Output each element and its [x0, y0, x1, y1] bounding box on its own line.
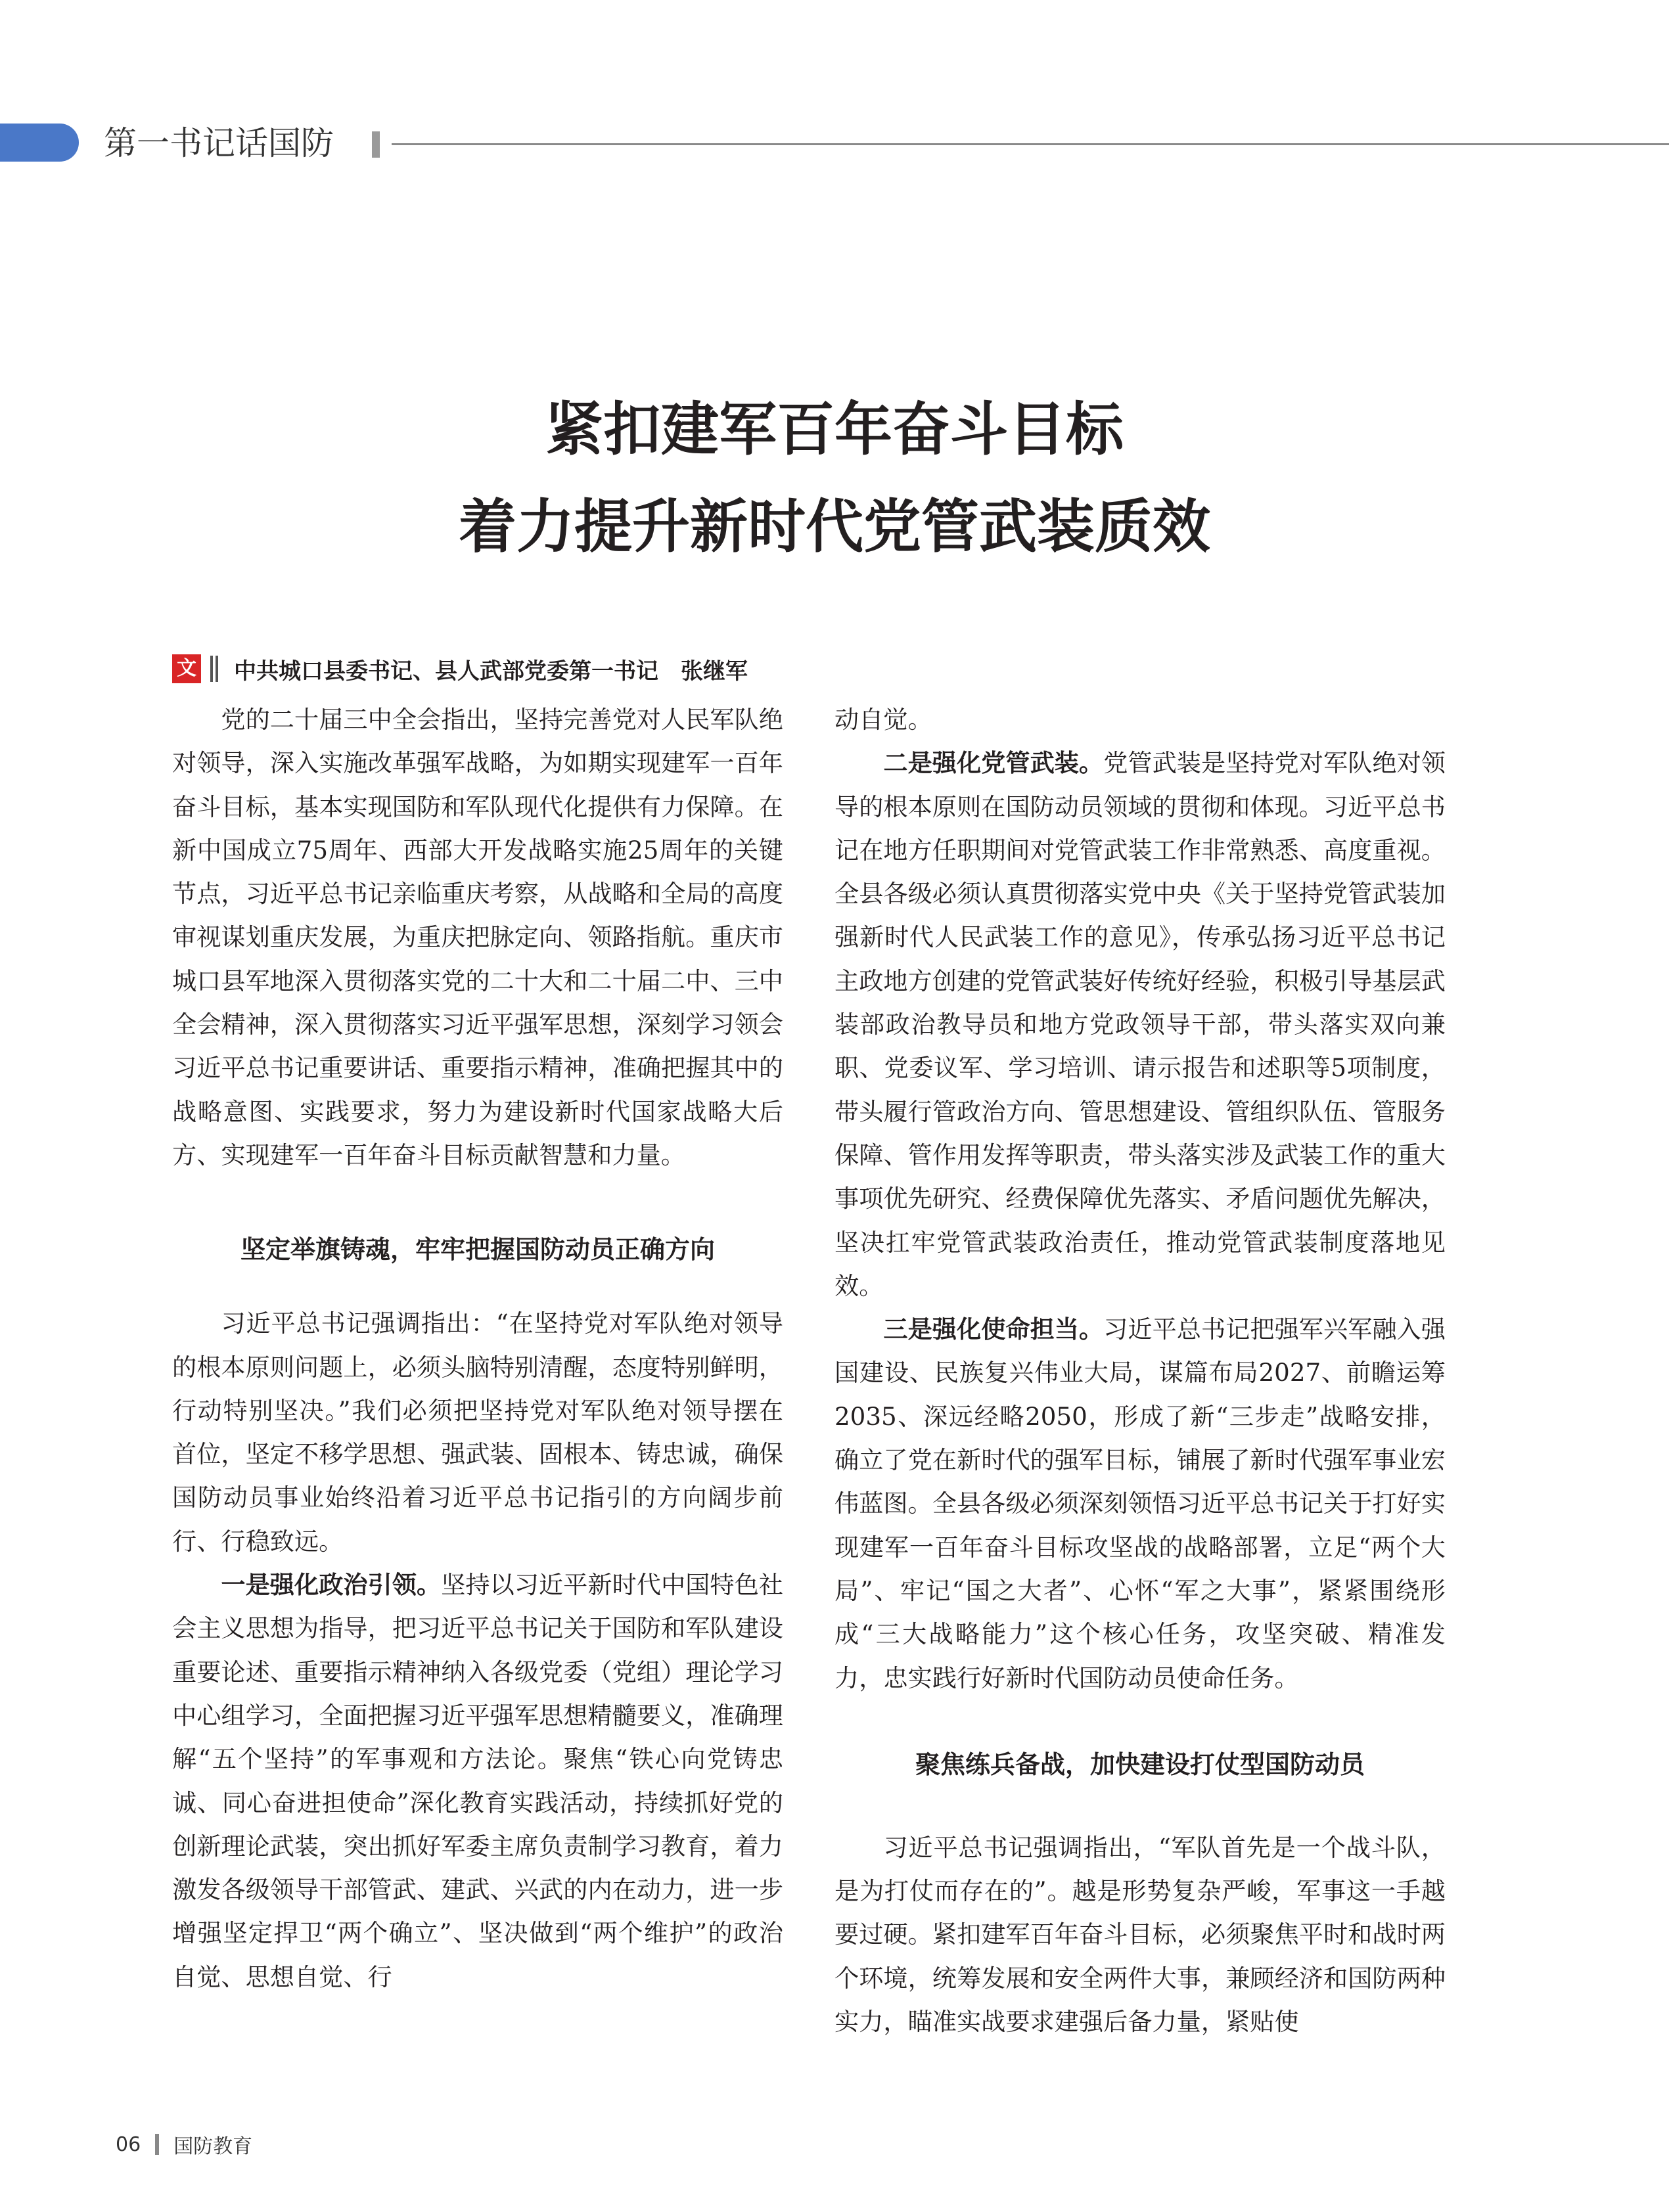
article-title-line-1: 紧扣建军百年奋斗目标 — [545, 395, 1124, 463]
body-paragraph: 一是强化政治引领。坚持以习近平新时代中国特色社会主义思想为指导，把习近平总书记关于国防和军队建设重要论述、重要指示精神纳入各级党委（党组）理论学习中心组学习，全面把握习近平强军思想精髓要义，准确理解“五个坚持”的军事观和方法论。聚焦“铁心向党铸忠诚、同心奋进担使命”深化教育实践活动，持续抓好党的创新理论武装，突出抓好军委主席负责制学习教育，着力激发各级领导干部管武、建武、兴武的内在动力，进一步增强坚定捍卫“两个确立”、坚决做到“两个维护”的政治自觉、思想自觉、行 — [172, 1570, 783, 1991]
body-paragraph: 三是强化使命担当。习近平总书记把强军兴军融入强国建设、民族复兴伟业大局，谋篇布局2027、前瞻运筹2035、深远经略2050，形成了新“三步走”战略安排，确立了党在新时代的强军目标，铺展了新时代强军事业宏伟蓝图。全县各级必须深刻领悟习近平总书记关于打好实现建军一百年奋斗目标攻坚战的战略部署，立足“两个大局”、牢记“国之大者”、心怀“军之大事”，紧紧围绕形成“三大战略能力”这个核心任务，攻坚突破、精准发力，忠实践行好新时代国防动员使命任务。 — [834, 1315, 1446, 1692]
left-column — [172, 698, 783, 1998]
right-column — [834, 698, 1446, 2043]
article-title — [0, 381, 1669, 576]
section-title-bar — [372, 131, 380, 158]
footer-divider — [155, 2134, 159, 2155]
body-paragraph: 习近平总书记强调指出：“在坚持党对军队绝对领导的根本原则问题上，必须头脑特别清醒，态度特别鲜明，行动特别坚决。”我们必须把坚持党对军队绝对领导摆在首位，坚定不移学思想、强武装、固根本、铸忠诚，确保国防动员事业始终沿着习近平总书记指引的方向阔步前行、行稳致远。 — [172, 1309, 783, 1556]
paragraph-lead: 二是强化党管武装。 — [883, 748, 1104, 778]
intro-paragraph: 党的二十届三中全会指出，坚持完善党对人民军队绝对领导，深入实施改革强军战略，为如期实现建军一百年奋斗目标，基本实现国防和军队现代化提供有力保障。在新中国成立75周年、西部大开发战略实施25周年的关键节点，习近平总书记亲临重庆考察，从战略和全局的高度审视谋划重庆发展，为重庆把脉定向、领路指航。重庆市城口县军地深入贯彻落实党的二十大和二十届二中、三中全会精神，深入贯彻落实习近平强军思想，深刻学习领会习近平总书记重要讲话、重要指示精神，准确把握其中的战略意图、实践要求，努力为建设新时代国家战略大后方、实现建军一百年奋斗目标贡献智慧和力量。 — [172, 705, 783, 1169]
section-heading-2: 聚焦练兵备战，加快建设打仗型国防动员 — [915, 1749, 1365, 1779]
byline-divider — [210, 656, 222, 682]
magazine-name: 国防教育 — [173, 2135, 253, 2158]
section-tab-marker — [0, 124, 79, 162]
header-rule — [392, 143, 1669, 145]
author-tag: 文 — [172, 654, 201, 683]
body-paragraph: 动自觉。 — [834, 705, 932, 734]
section-title: 第一书记话国防 — [104, 124, 334, 162]
paragraph-lead: 一是强化政治引领。 — [221, 1570, 442, 1600]
paragraph-lead: 三是强化使命担当。 — [883, 1315, 1104, 1344]
page-number: 06 — [116, 2133, 141, 2156]
article-title-line-2: 着力提升新时代党管武装质效 — [458, 493, 1210, 560]
author-line: 中共城口县委书记、县人武部党委第一书记 张继军 — [234, 658, 748, 685]
byline — [172, 652, 748, 686]
section-heading-1: 坚定举旗铸魂，牢牢把握国防动员正确方向 — [240, 1235, 715, 1265]
body-paragraph: 二是强化党管武装。党管武装是坚持党对军队绝对领导的根本原则在国防动员领域的贯彻和体现。习近平总书记在地方任职期间对党管武装工作非常熟悉、高度重视。全县各级必须认真贯彻落实党中央《关于坚持党管武装加强新时代人民武装工作的意见》，传承弘扬习近平总书记主政地方创建的党管武装好传统好经验，积极引导基层武装部政治教导员和地方党政领导干部，带头落实双向兼职、党委议军、学习培训、请示报告和述职等5项制度，带头履行管政治方向、管思想建设、管组织队伍、管服务保障、管作用发挥等职责，带头落实涉及武装工作的重大事项优先研究、经费保障优先落实、矛盾问题优先解决，坚决扛牢党管武装政治责任，推动党管武装制度落地见效。 — [834, 748, 1446, 1300]
body-paragraph: 习近平总书记强调指出，“军队首先是一个战斗队，是为打仗而存在的”。越是形势复杂严峻，军事这一手越要过硬。紧扣建军百年奋斗目标，必须聚焦平时和战时两个环境，统筹发展和安全两件大事，兼顾经济和国防两种实力，瞄准实战要求建强后备力量，紧贴使 — [834, 1832, 1446, 2037]
page-footer — [116, 2127, 252, 2161]
